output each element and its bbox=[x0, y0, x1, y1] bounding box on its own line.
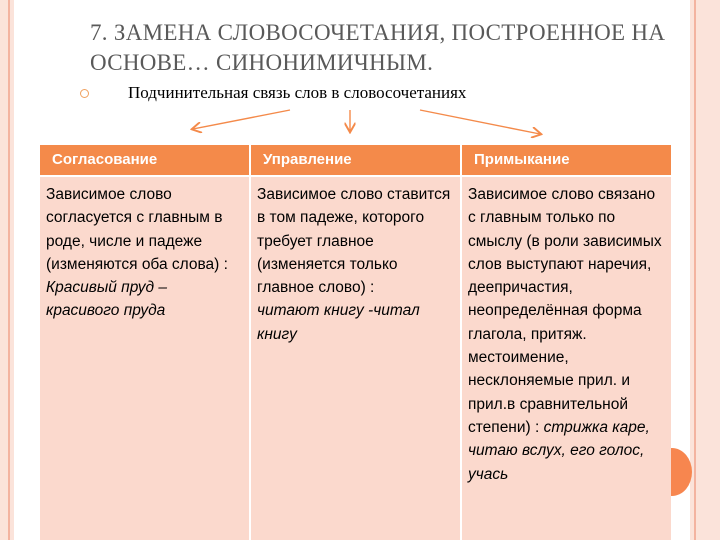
header-agreement: Согласование bbox=[40, 145, 249, 177]
column-agreement bbox=[40, 145, 249, 540]
cell-adjunction bbox=[462, 177, 671, 540]
cell-government-text: Зависимое слово ставится в том падеже, которого требует главное (изменяется только главное слово) : bbox=[257, 186, 451, 297]
cell-agreement-text: Зависимое слово согласуется с главным в роде, числе и падеже (изменяются оба слова) : bbox=[46, 186, 228, 273]
cell-agreement bbox=[40, 177, 249, 540]
arrow-right bbox=[420, 110, 540, 134]
cell-agreement-example: Красивый пруд – красивого пруда bbox=[46, 279, 168, 320]
syntax-relations-table bbox=[40, 145, 669, 540]
column-adjunction bbox=[462, 145, 671, 540]
header-government: Управление bbox=[251, 145, 460, 177]
slide-title: 7. ЗАМЕНА СЛОВОСОЧЕТАНИЯ, ПОСТРОЕННОЕ НА ОСНОВЕ… СИНОНИМИЧНЫМ. bbox=[90, 20, 666, 75]
column-government bbox=[251, 145, 460, 540]
cell-government bbox=[251, 177, 460, 540]
slide-subtitle: Подчинительная связь слов в словосочетаниях bbox=[128, 83, 467, 102]
cell-government-example: читают книгу -читал книгу bbox=[257, 302, 420, 343]
header-adjunction: Примыкание bbox=[462, 145, 671, 177]
cell-adjunction-example: стрижка каре, читаю вслух, его голос, учась bbox=[468, 418, 650, 483]
branch-arrows bbox=[0, 0, 720, 145]
arrow-left bbox=[193, 110, 290, 129]
cell-adjunction-text: Зависимое слово связано с главным только по смыслу (в роли зависимых слов выступают наречия, деепричастия, неопределённая форма глагола, притяж. местоимение, несклоняемые прил. и прил.в сравнительной степени) : bbox=[468, 186, 662, 436]
